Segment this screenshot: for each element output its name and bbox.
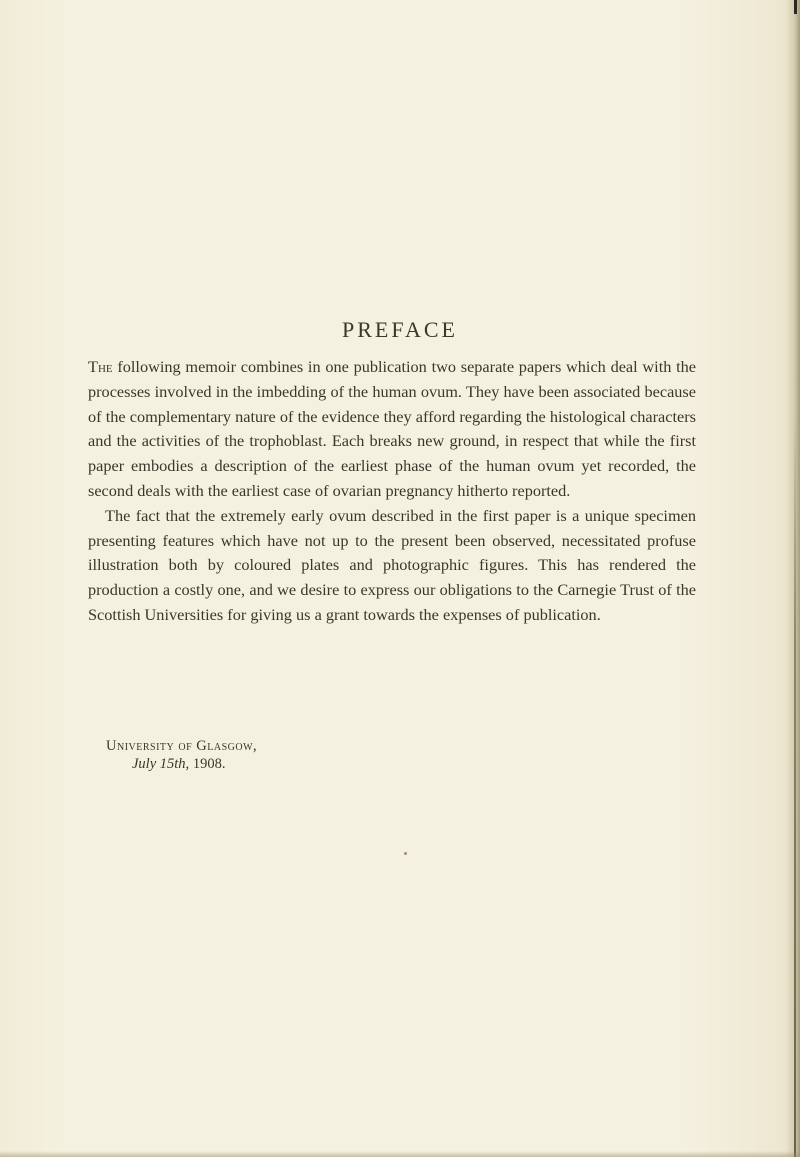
paragraph-1-lead: The [88,357,113,376]
signature-day: 15th, [159,756,190,772]
page-title: PREFACE [342,317,458,342]
signature-date [106,755,257,773]
paragraph-2: The fact that the extremely early ovum described in the first paper is a unique specimen presenting features which have not up to the present been observed, necessitated profuse illustration both by coloured plates and photographic figures. This has rendered the production a costly one, and we desire to express our obligations to the Carnegie Trust of the Scottish Universities for giving us a grant towards the expenses of publication. [88,505,696,624]
signature-block [106,737,257,773]
signature-place: University of Glasgow, [106,738,258,754]
page-edge-line [794,420,796,1157]
page-edge-mark [794,0,797,14]
page-bottom-edge [0,1151,800,1157]
page-edge-shadow [786,0,800,1157]
paragraph-1 [88,355,696,504]
preface-body [88,355,696,628]
ink-speck [404,852,407,855]
paragraph-1-text: following memoir combines in one publication two separate papers which deal with the processes involved in the imbedding of the human ovum. They have been associated because of the complementary nature of the evidence they afford regarding the histological characters and the activities of the trophoblast. Each breaks new ground, in respect that while the first paper embodies a description of the earliest phase of the human ovum yet recorded, the second deals with the earliest case of ovarian pregnancy hitherto reported. [88,357,696,500]
signature-month: July [132,756,157,772]
signature-year: 1908. [192,756,226,772]
